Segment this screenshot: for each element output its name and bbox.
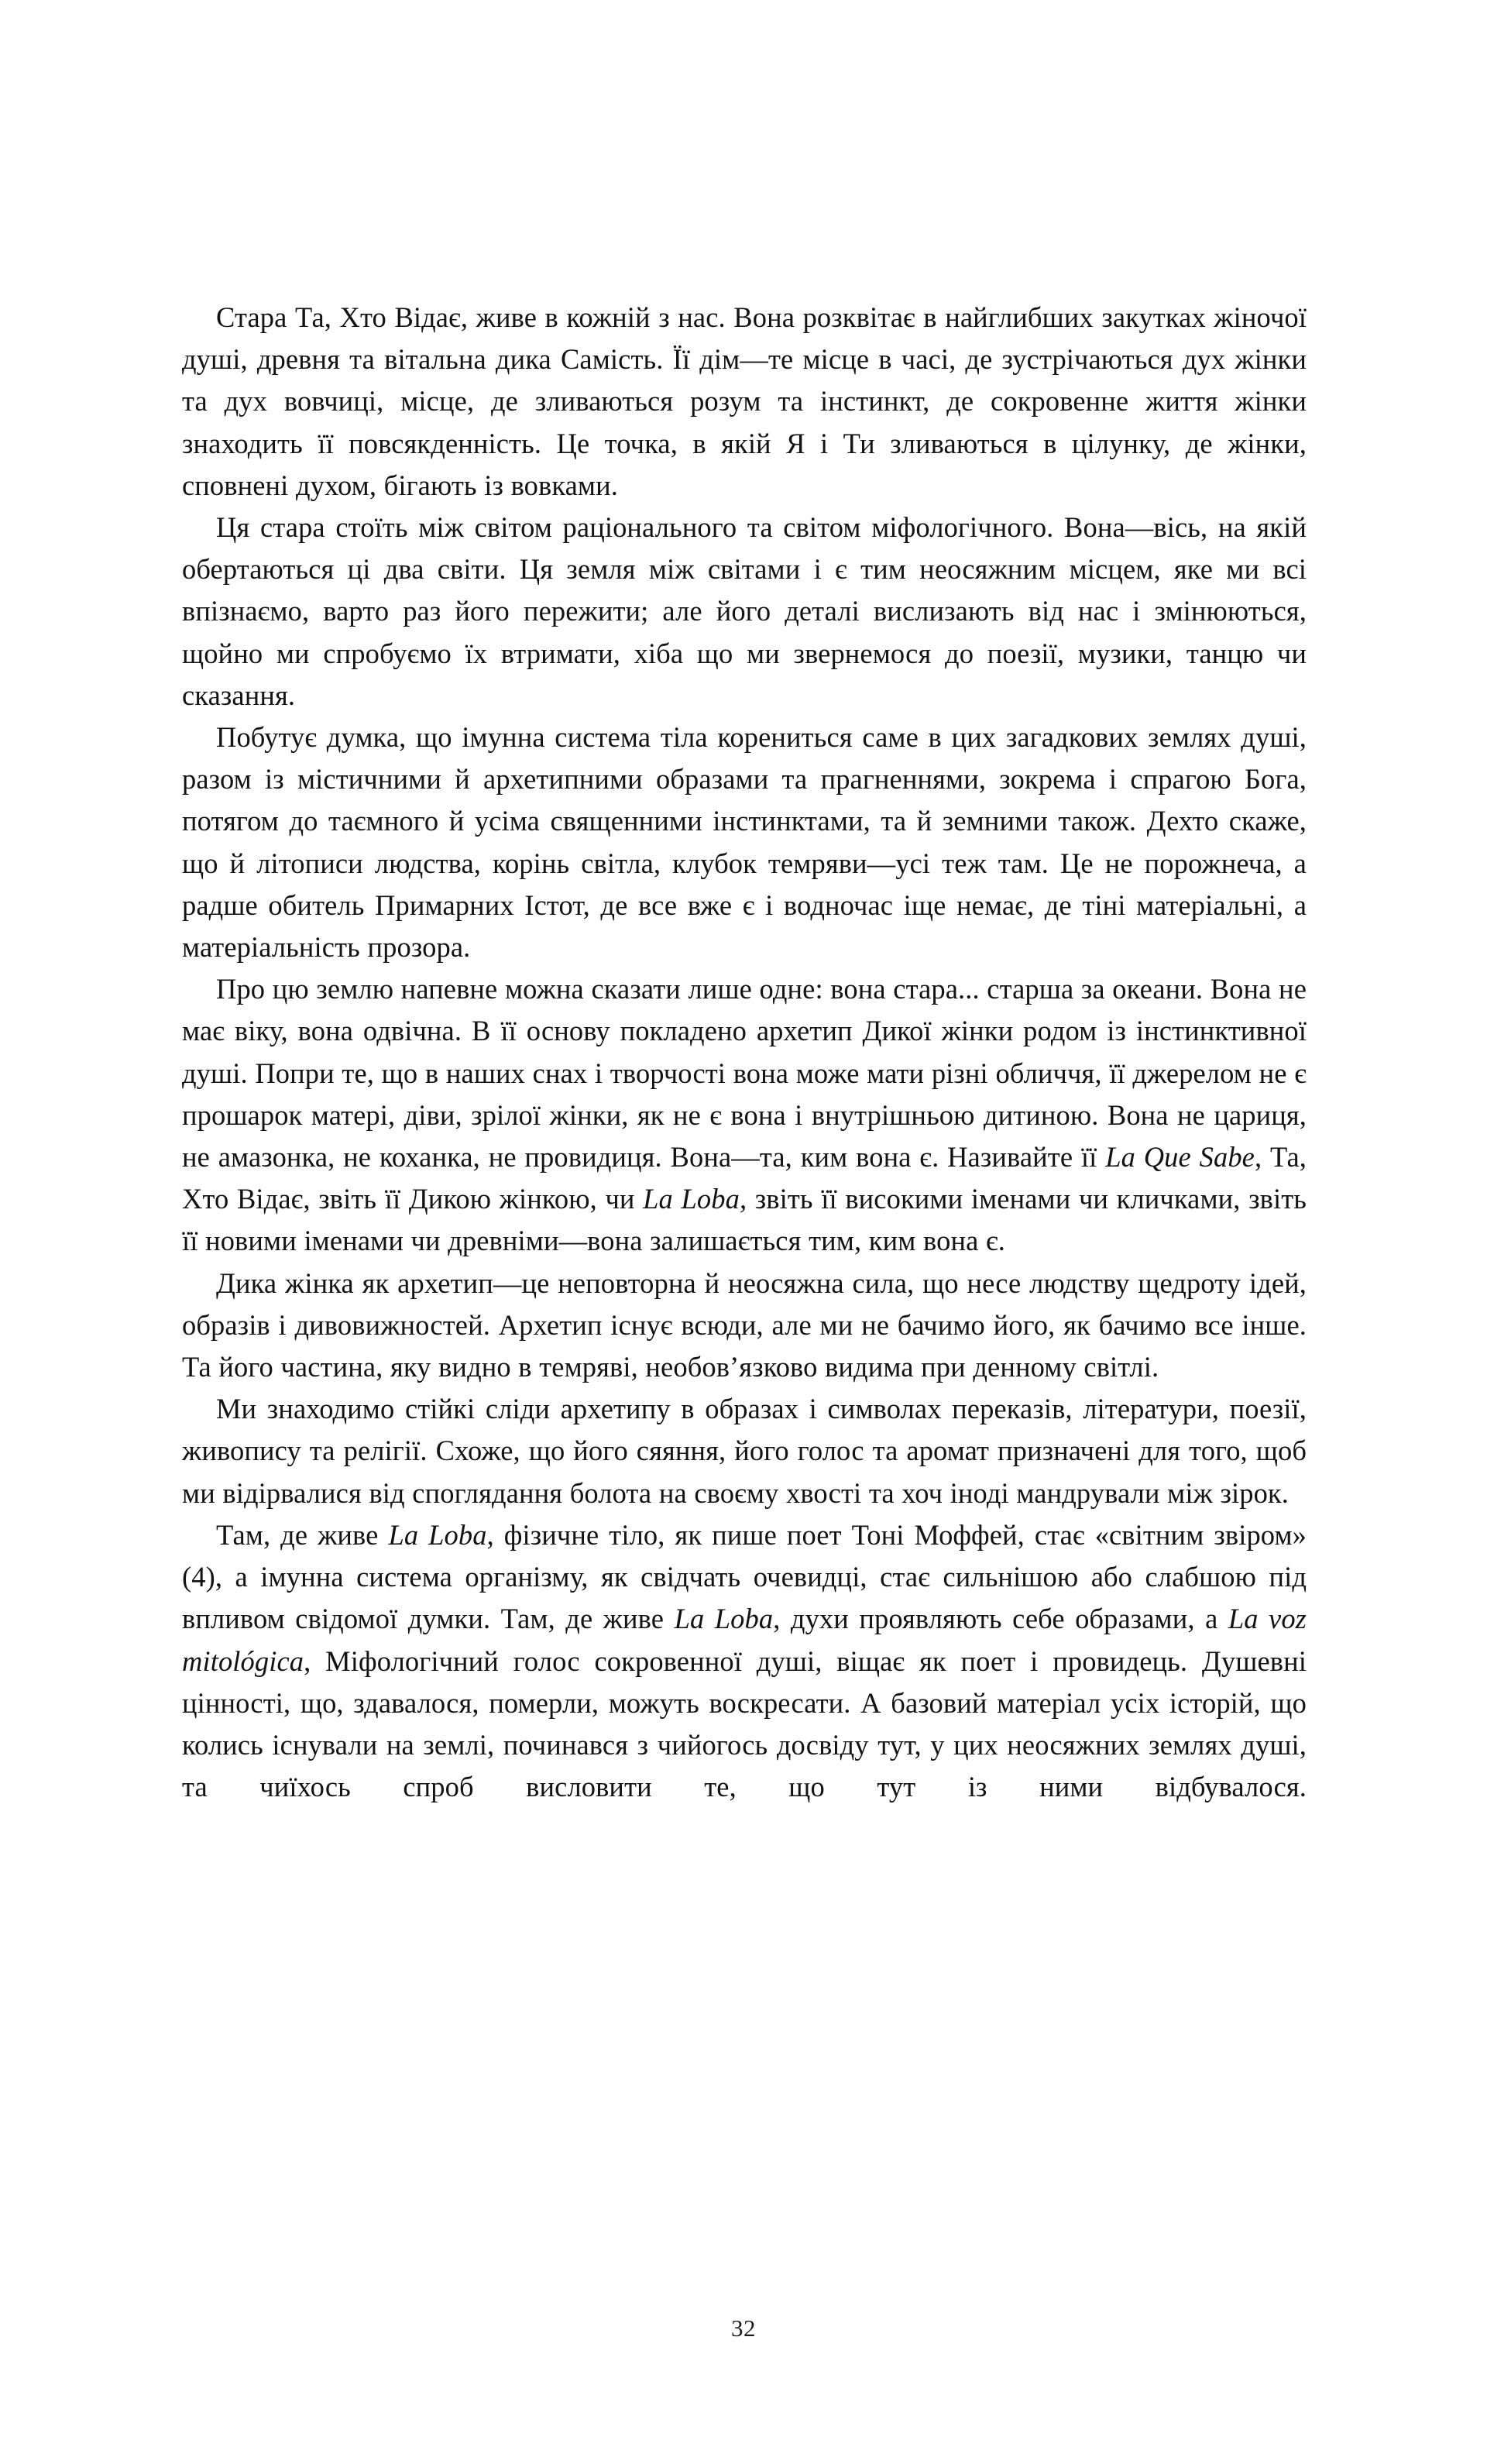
paragraph-1-run-1: Стара Та, Хто Відає, живе в кожній з нас. Вона розквітає в найглибших закутках жіночої душі, древня та вітальна дика Самість. Її дім—те місце в часі, де зустрічаються дух жінки та дух вовчиці, місце, де зливаються розум та інстинкт, де сокровенне життя жінки знаходить її повсякденність. Це точка, в якій Я і Ти зливаються в цілунку, де жінки, сповнені духом, бігають із вовками. <box>182 301 1307 501</box>
paragraph-6-run-1: Ми знаходимо стійкі сліди архетипу в образах і символах переказів, літератури, поезії, живопису та релігії. Схоже, що його сяяння, його голос та аромат призначені для того, щоб ми відірвалися від споглядання болота на своєму хвості та хоч іноді мандрували між зірок. <box>182 1393 1307 1509</box>
italic-phrase-la-loba-1: La Loba, <box>643 1183 747 1215</box>
paragraph-4-run-5: звіть її високими іменами чи кличками, звіть її новими іменами чи древніми—вона залишається тим, ким вона є. <box>182 1183 1307 1257</box>
paragraph-2 <box>182 507 1307 717</box>
paragraph-3 <box>182 717 1307 968</box>
italic-phrase-la-loba-2: La Loba <box>388 1518 487 1551</box>
paragraph-4-run-3: , Та, Хто Відає, звіть її Дикою жінкою, чи <box>182 1141 1307 1215</box>
italic-phrase-la-que-sabe: La Que Sabe <box>1105 1141 1255 1174</box>
paragraph-7-run-1: Там, де живе <box>216 1518 389 1551</box>
italic-phrase-la-loba-3: La Loba <box>674 1603 774 1635</box>
paragraph-1 <box>182 297 1307 507</box>
paragraph-7-run-7: , Міфологічний голос сокровенної душі, віщає як поет і провидець. Душевні цінності, що, здавалося, померли, можуть воскресати. А базовий матеріал усіх історій, що колись існували на землі, починався з чийогось досвіду тут, у цих неосяжних землях душі, та чиїхось спроб висловити те, що тут із ними відбувалося. <box>182 1644 1307 1803</box>
paragraph-4 <box>182 968 1307 1262</box>
paragraph-7 <box>182 1514 1307 1808</box>
paragraph-7-run-3: , фізичне тіло, як пише поет Тоні Моффей, стає «світним звіром» (4), а імунна система організму, як свідчать очевидці, стає сильнішою або слабшою під впливом свідомої думки. Там, де живе <box>182 1518 1307 1635</box>
paragraph-5 <box>182 1263 1307 1389</box>
paragraph-7-run-5: , духи проявляють себе образами, а <box>773 1603 1228 1635</box>
italic-phrase-la-voz-mitologica: La voz mitológica <box>182 1603 1307 1677</box>
paragraph-2-run-1: Ця стара стоїть між світом раціонального та світом міфологічного. Вона—вісь, на якій обертаються ці два світи. Ця земля між світами і є тим неосяжним місцем, яке ми всі впізнаємо, варто раз його пережити; але його деталі вислизають від нас і змінюються, щойно ми спробуємо їх втримати, хіба що ми звернемося до поезії, музики, танцю чи сказання. <box>182 511 1307 711</box>
paragraph-5-run-1: Дика жінка як архетип—це неповторна й неосяжна сила, що несе людству щедроту ідей, образів і дивовижностей. Архетип існує всюди, але ми не бачимо його, як бачимо все інше. Та його частина, яку видно в темряві, необов’язково видима при денному світлі. <box>182 1266 1307 1383</box>
paragraph-3-run-1: Побутує думка, що імунна система тіла корениться саме в цих загадкових землях душі, разом із містичними й архетипними образами та прагненнями, зокрема і спрагою Бога, потягом до таємного й усіма священними інстинктами, та й земними також. Дехто скаже, що й літописи людства, корінь світла, клубок темряви—усі теж там. Це не порожнеча, а радше обитель Примарних Істот, де все вже є і водночас іще немає, де тіні матеріальні, а матеріальність прозора. <box>182 721 1307 964</box>
page-number: 32 <box>731 2315 756 2342</box>
paragraph-4-run-1: Про цю землю напевне можна сказати лише одне: вона стара... старша за океани. Вона не має віку, вона одвічна. В її основу покладено архетип Дикої жінки родом із інстинктивної душі. Попри те, що в наших снах і творчості вона може мати різні обличчя, її джерелом не є прошарок матері, діви, зрілої жінки, як не є вона і внутрішньою дитиною. Вона не цариця, не амазонка, не коханка, не провидиця. Вона—та, ким вона є. Називайте її <box>182 973 1307 1174</box>
page-body-text <box>182 297 1307 1808</box>
paragraph-6 <box>182 1388 1307 1514</box>
